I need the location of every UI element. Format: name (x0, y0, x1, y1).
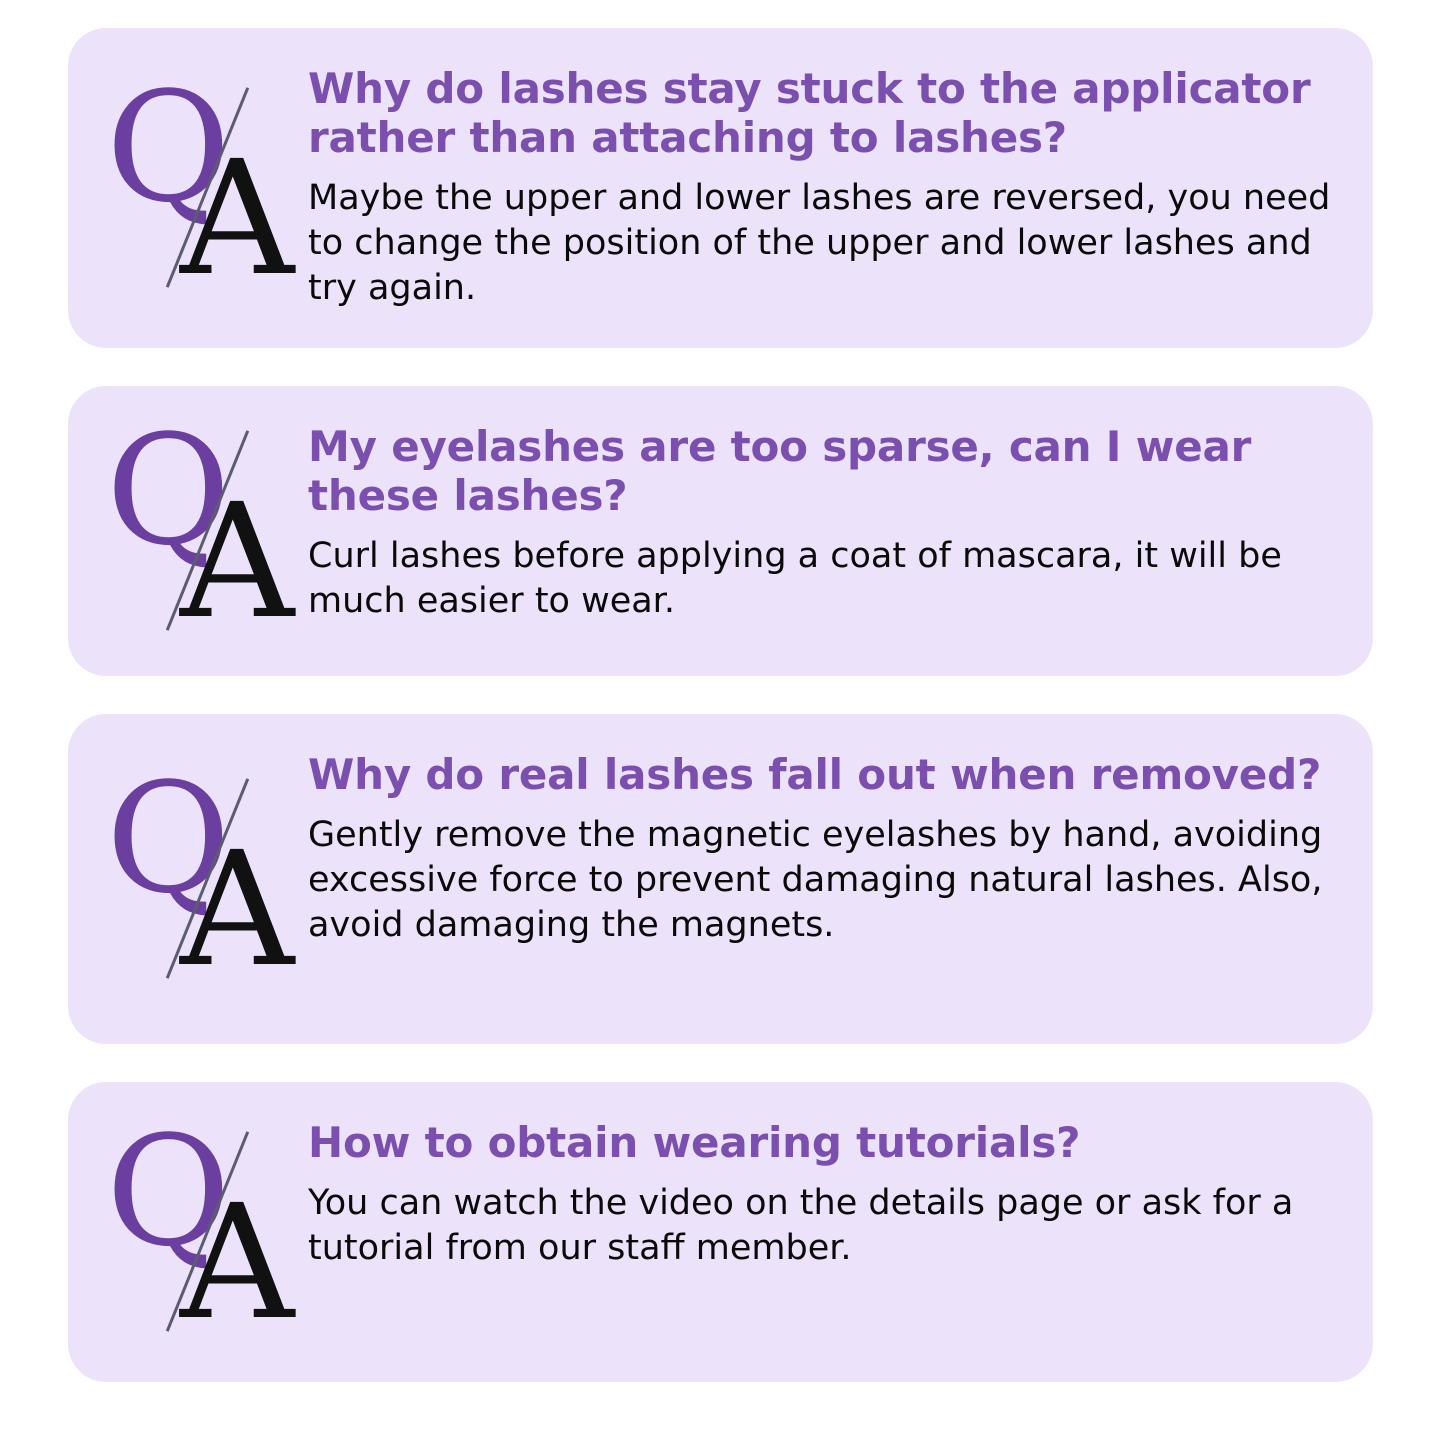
faq-answer: You can watch the video on the details page or ask for a tutorial from our staff member. (308, 1183, 1294, 1268)
faq-item (68, 1082, 1373, 1382)
q-letter: Q (106, 749, 231, 927)
faq-item (68, 386, 1373, 676)
qa-monogram-icon (98, 401, 308, 654)
faq-item (68, 714, 1373, 1044)
q-letter: Q (106, 58, 231, 236)
q-letter: Q (106, 1102, 231, 1280)
faq-item (68, 28, 1373, 348)
faq-answer: Maybe the upper and lower lashes are reversed, you need to change the position of the upper and lower lashes and try again. (308, 178, 1331, 308)
faq-text-block (308, 62, 1337, 311)
faq-question: Why do real lashes fall out when removed? (308, 750, 1322, 799)
q-letter: Q (106, 401, 231, 579)
faq-answer: Gently remove the magnetic eyelashes by hand, avoiding excessive force to prevent damaging natural lashes. Also, avoid damaging the magnets. (308, 815, 1323, 945)
faq-answer: Curl lashes before applying a coat of mascara, it will be much easier to wear. (308, 536, 1282, 622)
faq-text-block (308, 1116, 1337, 1271)
faq-question: How to obtain wearing tutorials? (308, 1118, 1081, 1167)
faq-question: My eyelashes are too sparse, can I wear these lashes? (308, 422, 1252, 521)
faq-text-block (308, 420, 1337, 624)
qa-monogram-icon (98, 1102, 308, 1355)
a-letter: A (180, 469, 295, 654)
faq-text-block (308, 748, 1337, 948)
a-letter: A (180, 1170, 295, 1355)
qa-monogram-icon (98, 58, 308, 311)
a-letter: A (180, 126, 295, 311)
faq-question: Why do lashes stay stuck to the applicator rather than attaching to lashes? (308, 64, 1311, 163)
qa-monogram-icon (98, 749, 308, 1002)
a-letter: A (180, 817, 295, 1002)
